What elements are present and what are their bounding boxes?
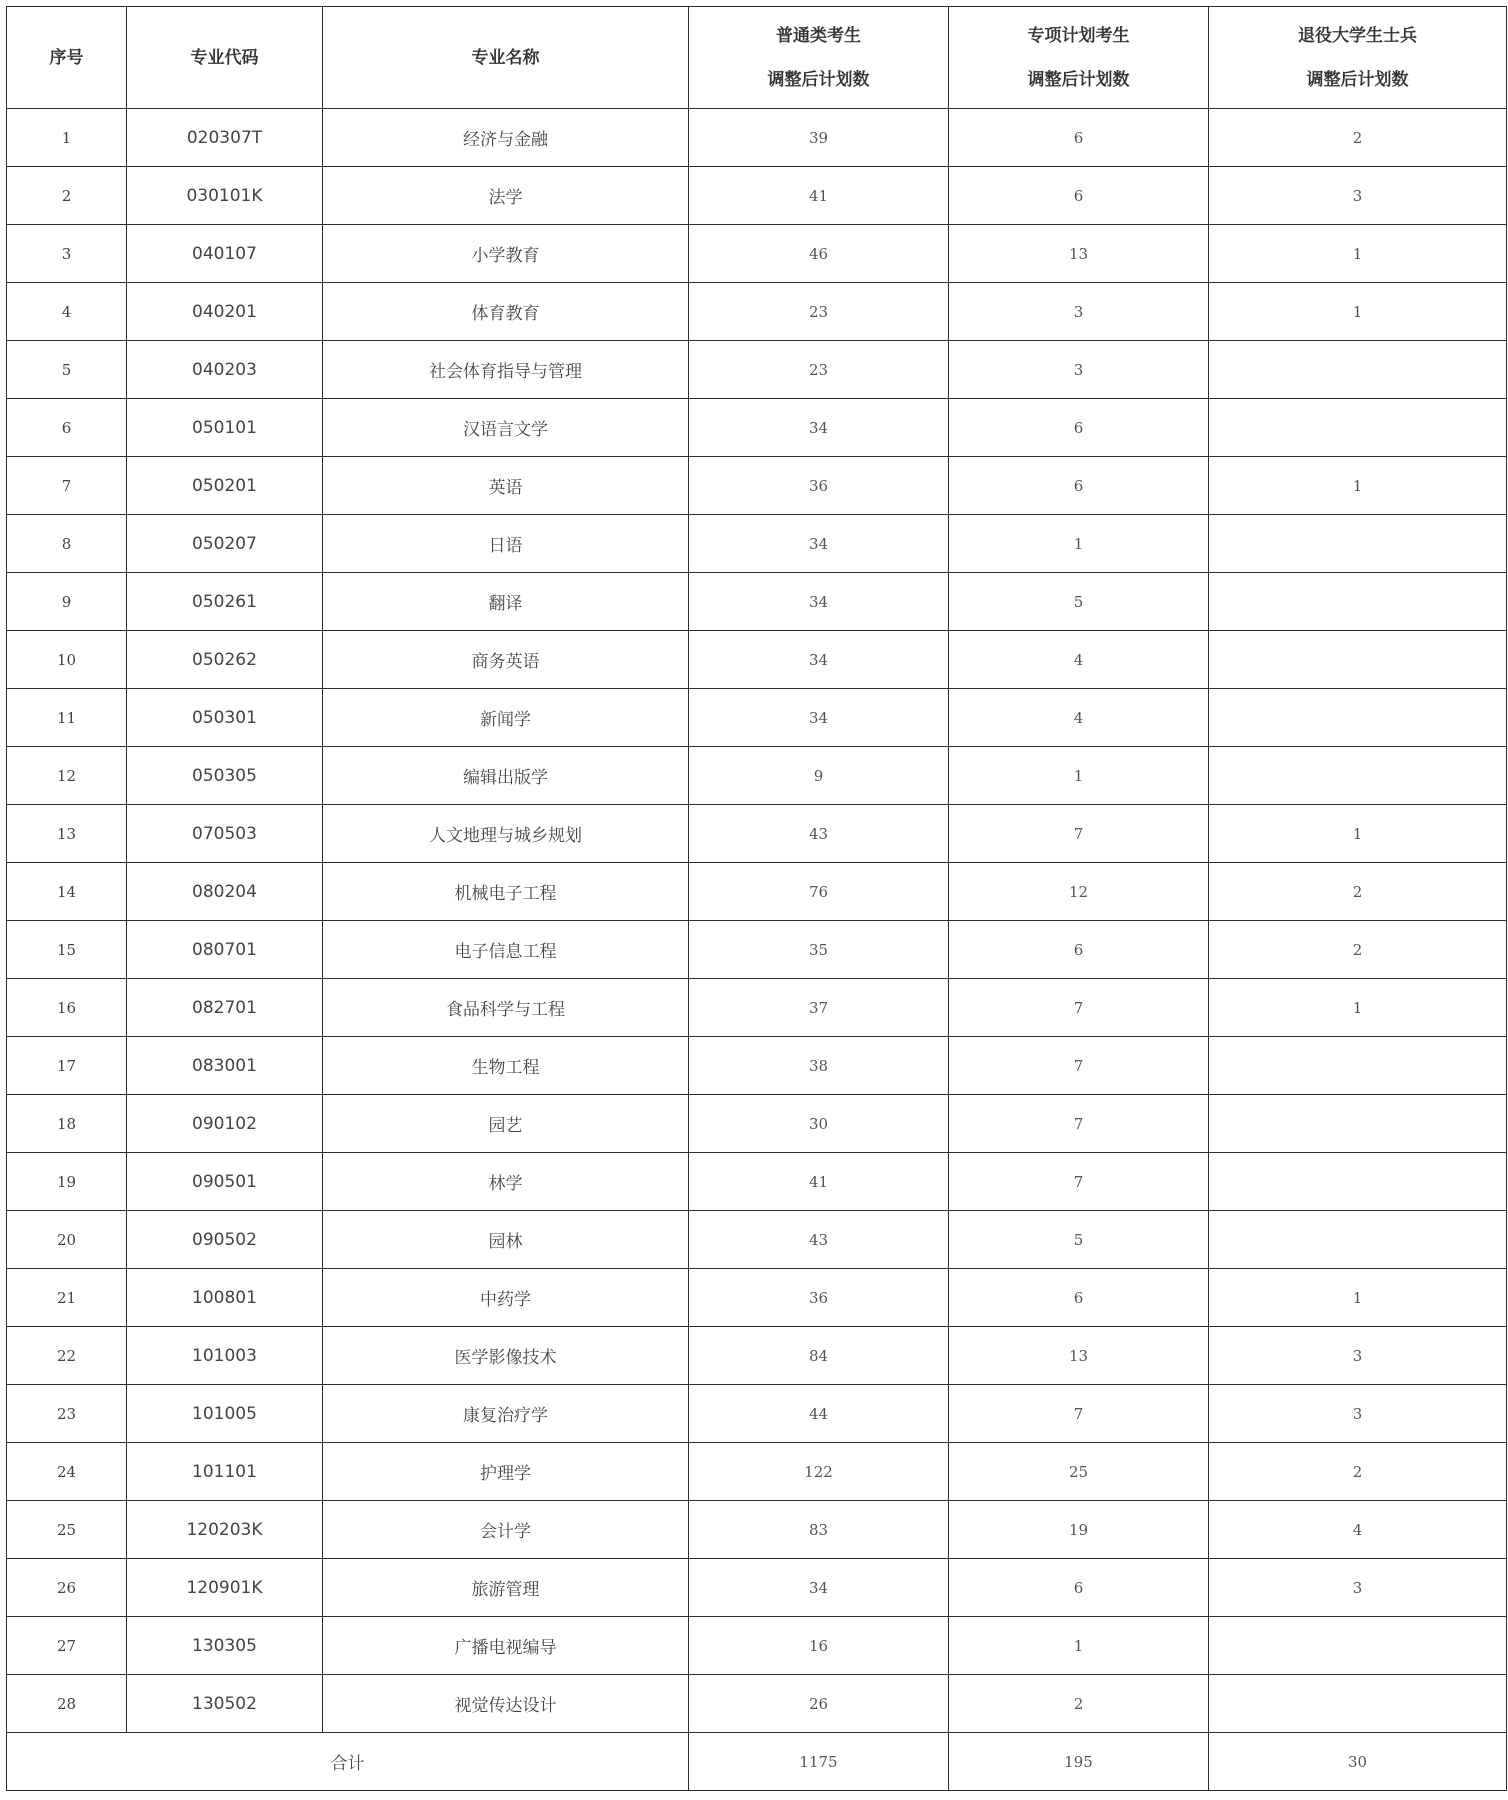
cell-major-name: 体育教育: [323, 283, 689, 341]
cell-general-count: 41: [689, 1153, 949, 1211]
cell-code: 080701: [127, 921, 323, 979]
cell-code: 020307T: [127, 109, 323, 167]
table-row: [7, 1443, 1507, 1501]
cell-special-count: 13: [949, 225, 1209, 283]
cell-special-count: 4: [949, 631, 1209, 689]
cell-general-count: 26: [689, 1675, 949, 1733]
cell-major-name: 人文地理与城乡规划: [323, 805, 689, 863]
cell-veteran-count: 1: [1209, 1269, 1507, 1327]
header-veteran: [1209, 7, 1507, 109]
cell-general-count: 23: [689, 341, 949, 399]
cell-major-name: 旅游管理: [323, 1559, 689, 1617]
cell-special-count: 1: [949, 1617, 1209, 1675]
cell-special-count: 12: [949, 863, 1209, 921]
cell-general-count: 34: [689, 1559, 949, 1617]
cell-major-name: 生物工程: [323, 1037, 689, 1095]
cell-major-name: 护理学: [323, 1443, 689, 1501]
cell-general-count: 36: [689, 1269, 949, 1327]
cell-seq: 27: [7, 1617, 127, 1675]
cell-special-count: 19: [949, 1501, 1209, 1559]
table-row: [7, 631, 1507, 689]
cell-general-count: 9: [689, 747, 949, 805]
cell-seq: 3: [7, 225, 127, 283]
cell-general-count: 30: [689, 1095, 949, 1153]
header-special: [949, 7, 1209, 109]
cell-code: 040201: [127, 283, 323, 341]
cell-special-count: 4: [949, 689, 1209, 747]
cell-veteran-count: [1209, 399, 1507, 457]
cell-veteran-count: [1209, 1095, 1507, 1153]
cell-general-count: 43: [689, 805, 949, 863]
cell-code: 120203K: [127, 1501, 323, 1559]
cell-special-count: 1: [949, 747, 1209, 805]
cell-code: 100801: [127, 1269, 323, 1327]
cell-code: 040107: [127, 225, 323, 283]
table-row: [7, 1501, 1507, 1559]
cell-major-name: 康复治疗学: [323, 1385, 689, 1443]
cell-veteran-count: 1: [1209, 457, 1507, 515]
cell-seq: 23: [7, 1385, 127, 1443]
table-row: [7, 1385, 1507, 1443]
table-row: [7, 1153, 1507, 1211]
cell-code: 050305: [127, 747, 323, 805]
cell-veteran-count: 3: [1209, 1327, 1507, 1385]
cell-major-name: 电子信息工程: [323, 921, 689, 979]
cell-special-count: 6: [949, 399, 1209, 457]
table-row: [7, 1617, 1507, 1675]
cell-major-name: 英语: [323, 457, 689, 515]
cell-special-count: 7: [949, 1037, 1209, 1095]
cell-special-count: 13: [949, 1327, 1209, 1385]
cell-special-count: 5: [949, 1211, 1209, 1269]
table-row: [7, 515, 1507, 573]
cell-general-count: 39: [689, 109, 949, 167]
cell-seq: 9: [7, 573, 127, 631]
cell-special-count: 7: [949, 1095, 1209, 1153]
header-name: 专业名称: [323, 7, 689, 109]
cell-seq: 1: [7, 109, 127, 167]
cell-special-count: 6: [949, 457, 1209, 515]
table-row: [7, 1095, 1507, 1153]
header-seq: 序号: [7, 7, 127, 109]
cell-veteran-count: 3: [1209, 1559, 1507, 1617]
cell-seq: 24: [7, 1443, 127, 1501]
cell-code: 120901K: [127, 1559, 323, 1617]
table-row: [7, 109, 1507, 167]
cell-general-count: 34: [689, 573, 949, 631]
cell-code: 040203: [127, 341, 323, 399]
cell-general-count: 38: [689, 1037, 949, 1095]
cell-major-name: 法学: [323, 167, 689, 225]
cell-seq: 11: [7, 689, 127, 747]
cell-special-count: 25: [949, 1443, 1209, 1501]
cell-code: 101003: [127, 1327, 323, 1385]
cell-code: 050262: [127, 631, 323, 689]
table-row: [7, 689, 1507, 747]
header-code: 专业代码: [127, 7, 323, 109]
cell-major-name: 小学教育: [323, 225, 689, 283]
header-veteran-line1: 退役大学生士兵: [1298, 25, 1417, 46]
header-veteran-line2: 调整后计划数: [1306, 69, 1409, 90]
cell-seq: 16: [7, 979, 127, 1037]
cell-veteran-count: 3: [1209, 1385, 1507, 1443]
cell-code: 050207: [127, 515, 323, 573]
cell-major-name: 医学影像技术: [323, 1327, 689, 1385]
header-general-line2: 调整后计划数: [767, 69, 870, 90]
cell-major-name: 编辑出版学: [323, 747, 689, 805]
cell-general-count: 41: [689, 167, 949, 225]
cell-seq: 6: [7, 399, 127, 457]
cell-seq: 7: [7, 457, 127, 515]
table-row: [7, 283, 1507, 341]
table-row: [7, 1327, 1507, 1385]
cell-general-count: 23: [689, 283, 949, 341]
cell-general-count: 83: [689, 1501, 949, 1559]
table-row: [7, 863, 1507, 921]
cell-veteran-count: 2: [1209, 921, 1507, 979]
cell-code: 070503: [127, 805, 323, 863]
cell-code: 050261: [127, 573, 323, 631]
table-row: [7, 225, 1507, 283]
cell-seq: 21: [7, 1269, 127, 1327]
cell-special-count: 3: [949, 283, 1209, 341]
cell-special-count: 6: [949, 109, 1209, 167]
cell-special-count: 3: [949, 341, 1209, 399]
cell-code: 082701: [127, 979, 323, 1037]
cell-special-count: 2: [949, 1675, 1209, 1733]
cell-veteran-count: 1: [1209, 283, 1507, 341]
header-general: [689, 7, 949, 109]
cell-veteran-count: 2: [1209, 1443, 1507, 1501]
cell-seq: 18: [7, 1095, 127, 1153]
cell-special-count: 6: [949, 167, 1209, 225]
cell-special-count: 5: [949, 573, 1209, 631]
table-row: [7, 1211, 1507, 1269]
cell-code: 050301: [127, 689, 323, 747]
cell-veteran-count: [1209, 747, 1507, 805]
cell-veteran-count: 1: [1209, 805, 1507, 863]
table-row: [7, 921, 1507, 979]
cell-veteran-count: [1209, 341, 1507, 399]
enrollment-plan-table: [6, 6, 1507, 1791]
table-row: [7, 1269, 1507, 1327]
table-row: [7, 1675, 1507, 1733]
cell-major-name: 汉语言文学: [323, 399, 689, 457]
cell-general-count: 35: [689, 921, 949, 979]
header-row: [7, 7, 1507, 109]
cell-code: 130305: [127, 1617, 323, 1675]
table-row: [7, 167, 1507, 225]
cell-veteran-count: [1209, 689, 1507, 747]
cell-veteran-count: 1: [1209, 979, 1507, 1037]
cell-code: 083001: [127, 1037, 323, 1095]
table-row: [7, 979, 1507, 1037]
cell-special-count: 6: [949, 1269, 1209, 1327]
cell-special-count: 1: [949, 515, 1209, 573]
cell-major-name: 新闻学: [323, 689, 689, 747]
header-special-line2: 调整后计划数: [1027, 69, 1130, 90]
cell-major-name: 园林: [323, 1211, 689, 1269]
cell-major-name: 园艺: [323, 1095, 689, 1153]
cell-major-name: 会计学: [323, 1501, 689, 1559]
cell-code: 050101: [127, 399, 323, 457]
cell-veteran-count: [1209, 1211, 1507, 1269]
cell-veteran-count: 1: [1209, 225, 1507, 283]
cell-major-name: 经济与金融: [323, 109, 689, 167]
total-special: 195: [949, 1733, 1209, 1791]
cell-seq: 14: [7, 863, 127, 921]
total-row: [7, 1733, 1507, 1791]
cell-code: 090501: [127, 1153, 323, 1211]
cell-major-name: 翻译: [323, 573, 689, 631]
total-general: 1175: [689, 1733, 949, 1791]
cell-major-name: 林学: [323, 1153, 689, 1211]
cell-seq: 4: [7, 283, 127, 341]
cell-seq: 17: [7, 1037, 127, 1095]
cell-special-count: 7: [949, 1385, 1209, 1443]
cell-major-name: 日语: [323, 515, 689, 573]
cell-general-count: 16: [689, 1617, 949, 1675]
cell-major-name: 中药学: [323, 1269, 689, 1327]
cell-seq: 20: [7, 1211, 127, 1269]
cell-code: 030101K: [127, 167, 323, 225]
cell-seq: 26: [7, 1559, 127, 1617]
cell-seq: 8: [7, 515, 127, 573]
cell-general-count: 36: [689, 457, 949, 515]
cell-general-count: 34: [689, 399, 949, 457]
table-row: [7, 341, 1507, 399]
cell-seq: 22: [7, 1327, 127, 1385]
cell-major-name: 机械电子工程: [323, 863, 689, 921]
cell-veteran-count: [1209, 1037, 1507, 1095]
cell-major-name: 视觉传达设计: [323, 1675, 689, 1733]
cell-code: 101005: [127, 1385, 323, 1443]
cell-seq: 10: [7, 631, 127, 689]
header-special-line1: 专项计划考生: [1027, 25, 1130, 46]
cell-veteran-count: 2: [1209, 109, 1507, 167]
cell-special-count: 7: [949, 1153, 1209, 1211]
cell-veteran-count: 3: [1209, 167, 1507, 225]
cell-special-count: 6: [949, 1559, 1209, 1617]
cell-code: 050201: [127, 457, 323, 515]
cell-seq: 25: [7, 1501, 127, 1559]
cell-major-name: 社会体育指导与管理: [323, 341, 689, 399]
cell-veteran-count: [1209, 631, 1507, 689]
cell-veteran-count: [1209, 515, 1507, 573]
cell-seq: 12: [7, 747, 127, 805]
cell-seq: 19: [7, 1153, 127, 1211]
cell-veteran-count: [1209, 1617, 1507, 1675]
cell-general-count: 34: [689, 631, 949, 689]
table-body: [7, 109, 1507, 1791]
table-row: [7, 1559, 1507, 1617]
cell-code: 101101: [127, 1443, 323, 1501]
cell-general-count: 43: [689, 1211, 949, 1269]
cell-veteran-count: [1209, 1153, 1507, 1211]
cell-veteran-count: [1209, 1675, 1507, 1733]
table-row: [7, 1037, 1507, 1095]
header-general-line1: 普通类考生: [776, 25, 861, 46]
total-label: 合计: [7, 1733, 689, 1791]
table-row: [7, 399, 1507, 457]
cell-major-name: 商务英语: [323, 631, 689, 689]
cell-code: 130502: [127, 1675, 323, 1733]
table-row: [7, 805, 1507, 863]
table-row: [7, 457, 1507, 515]
table-row: [7, 573, 1507, 631]
cell-seq: 28: [7, 1675, 127, 1733]
cell-seq: 2: [7, 167, 127, 225]
cell-general-count: 76: [689, 863, 949, 921]
cell-general-count: 44: [689, 1385, 949, 1443]
cell-veteran-count: 2: [1209, 863, 1507, 921]
table-row: [7, 747, 1507, 805]
cell-major-name: 广播电视编导: [323, 1617, 689, 1675]
total-veteran: 30: [1209, 1733, 1507, 1791]
cell-seq: 15: [7, 921, 127, 979]
cell-veteran-count: [1209, 573, 1507, 631]
cell-general-count: 34: [689, 689, 949, 747]
cell-special-count: 7: [949, 979, 1209, 1037]
cell-general-count: 122: [689, 1443, 949, 1501]
cell-seq: 13: [7, 805, 127, 863]
cell-code: 090502: [127, 1211, 323, 1269]
cell-code: 080204: [127, 863, 323, 921]
cell-special-count: 6: [949, 921, 1209, 979]
cell-general-count: 84: [689, 1327, 949, 1385]
cell-general-count: 46: [689, 225, 949, 283]
cell-general-count: 34: [689, 515, 949, 573]
table-header: [7, 7, 1507, 109]
cell-code: 090102: [127, 1095, 323, 1153]
cell-major-name: 食品科学与工程: [323, 979, 689, 1037]
cell-seq: 5: [7, 341, 127, 399]
cell-general-count: 37: [689, 979, 949, 1037]
cell-special-count: 7: [949, 805, 1209, 863]
cell-veteran-count: 4: [1209, 1501, 1507, 1559]
